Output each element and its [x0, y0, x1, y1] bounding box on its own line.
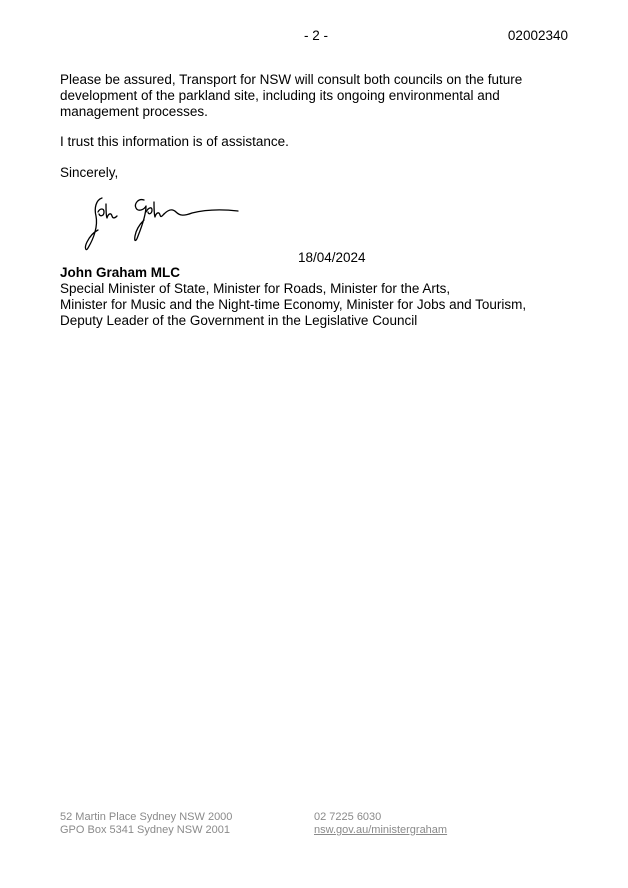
signatory-name: John Graham MLC	[60, 265, 181, 280]
body-paragraph-2: I trust this information is of assistance.	[60, 134, 289, 149]
reference-number: 02002340	[507, 28, 568, 43]
footer-phone: 02 7225 6030	[314, 811, 382, 823]
signature-date: 18/04/2024	[298, 250, 366, 265]
body-paragraph-1: Please be assured, Transport for NSW will consult both councils on the future development of the parkland site, including its ongoing environmental and management processes.	[60, 72, 523, 119]
closing-salutation: Sincerely,	[60, 165, 119, 180]
handwritten-signature	[82, 190, 242, 256]
footer-website-link[interactable]: nsw.gov.au/ministergraham	[314, 824, 448, 836]
signatory-title-line: Special Minister of State, Minister for Roads, Minister for the Arts,	[60, 281, 451, 296]
signatory-title-line: Deputy Leader of the Government in the Legislative Council	[60, 313, 418, 328]
footer-postal-address: GPO Box 5341 Sydney NSW 2001	[60, 824, 230, 836]
footer-contact	[314, 811, 447, 837]
footer-address	[60, 811, 232, 837]
signatory-title-line: Minister for Music and the Night-time Economy, Minister for Jobs and Tourism,	[60, 297, 527, 312]
signatory-titles	[60, 281, 526, 329]
page-number: - 2 -	[303, 28, 328, 43]
footer-street-address: 52 Martin Place Sydney NSW 2000	[60, 811, 233, 823]
